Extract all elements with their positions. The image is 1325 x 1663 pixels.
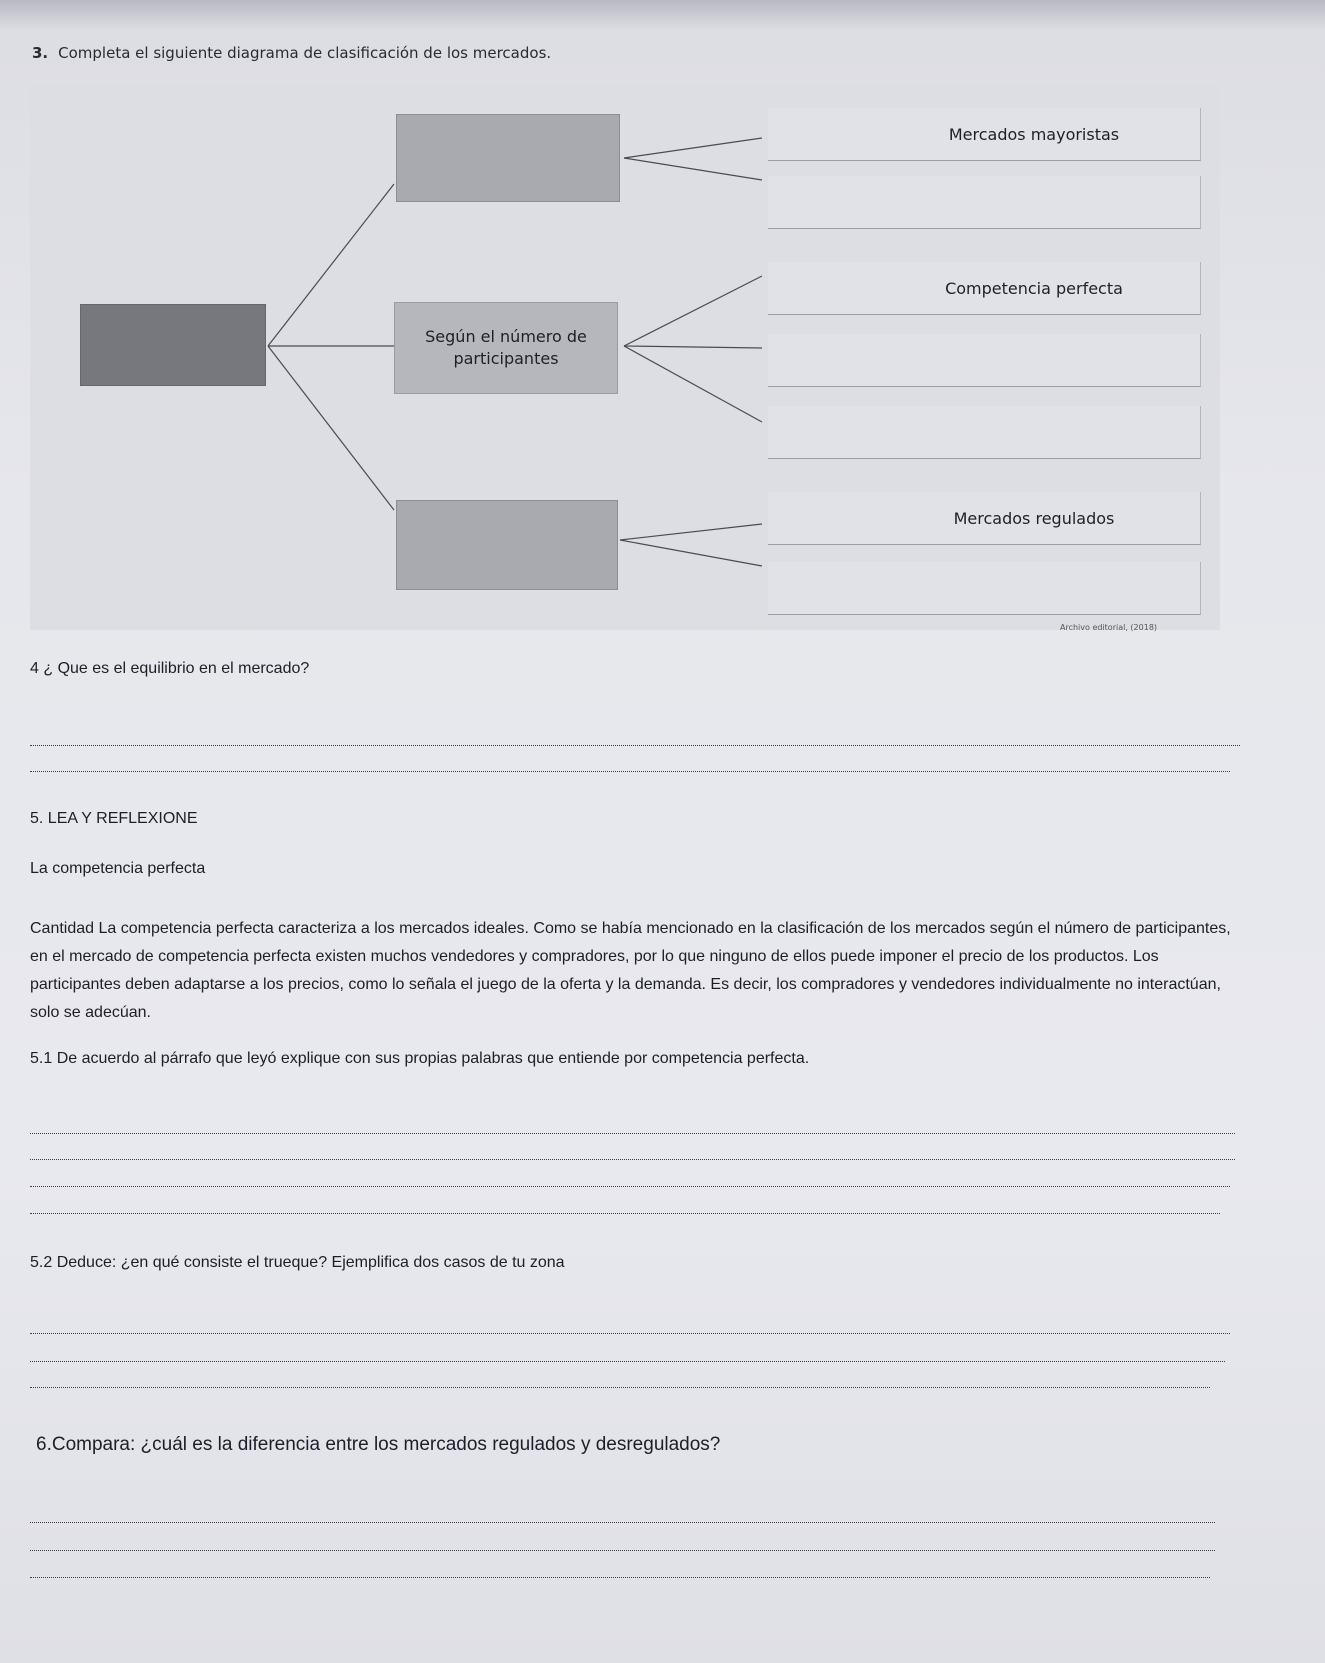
right-box-3-label: Competencia perfecta	[945, 278, 1123, 298]
right-box-6[interactable]	[768, 492, 1201, 545]
bottom-category-box[interactable]	[396, 500, 618, 590]
right-box-7[interactable]	[768, 562, 1201, 615]
answer-line-5-1-1[interactable]	[30, 1133, 1235, 1134]
right-box-1-label: Mercados mayoristas	[948, 124, 1120, 144]
question-5-2: 5.2 Deduce: ¿en qué consiste el trueque? Ejemplifica dos casos de tu zona	[30, 1254, 565, 1271]
right-box-3[interactable]	[768, 262, 1201, 315]
answer-line-5-1-2[interactable]	[30, 1159, 1235, 1160]
answer-line-5-1-3[interactable]	[30, 1186, 1230, 1187]
right-box-2[interactable]	[768, 176, 1201, 229]
section-5-title: 5. LEA Y REFLEXIONE	[30, 810, 198, 827]
question-6: 6.Compara: ¿cuál es la diferencia entre los mercados regulados y desregulados?	[36, 1434, 721, 1455]
diagram-source-credit: Archivo editorial, (2018)	[1060, 623, 1158, 632]
answer-line-5-1-4[interactable]	[30, 1213, 1220, 1214]
section-5-paragraph: Cantidad La competencia perfecta caracteriza a los mercados ideales. Como se había mencionado en la clasificación de los mercados según el número de participantes, en el mercado de competencia perfecta existen muchos vendedores y compradores, por lo que ninguno de ellos puede imponer el precio de los productos. Los participantes deben adaptarse a los precios, como lo señala el juego de la oferta y la demanda. Es decir, los compradores y vendedores individualmente no interactúan, solo se adecúan.	[30, 920, 1231, 1021]
answer-line-4-1[interactable]	[30, 745, 1240, 746]
answer-line-5-2-1[interactable]	[30, 1333, 1230, 1334]
question-5-1: 5.1 De acuerdo al párrafo que leyó explique con sus propias palabras que entiende por competencia perfecta.	[30, 1050, 810, 1067]
top-category-box[interactable]	[396, 114, 620, 202]
question-3-text: Completa el siguiente diagrama de clasificación de los mercados.	[58, 44, 552, 62]
answer-line-6-2[interactable]	[30, 1550, 1215, 1551]
answer-line-5-2-3[interactable]	[30, 1387, 1210, 1388]
right-box-5[interactable]	[768, 406, 1201, 459]
right-box-6-label: Mercados regulados	[953, 508, 1115, 528]
middle-category-box: Según el número de participantes	[394, 302, 618, 394]
answer-line-6-1[interactable]	[30, 1522, 1215, 1523]
question-4: 4 ¿ Que es el equilibrio en el mercado?	[30, 660, 310, 677]
answer-line-5-2-2[interactable]	[30, 1361, 1225, 1362]
section-5-subtitle: La competencia perfecta	[30, 860, 206, 877]
right-box-1[interactable]	[768, 108, 1201, 161]
root-category-box[interactable]	[80, 304, 266, 386]
right-box-4[interactable]	[768, 334, 1201, 387]
question-3-number: 3.	[32, 44, 49, 62]
answer-line-6-3[interactable]	[30, 1577, 1210, 1578]
answer-line-4-2[interactable]	[30, 771, 1230, 772]
